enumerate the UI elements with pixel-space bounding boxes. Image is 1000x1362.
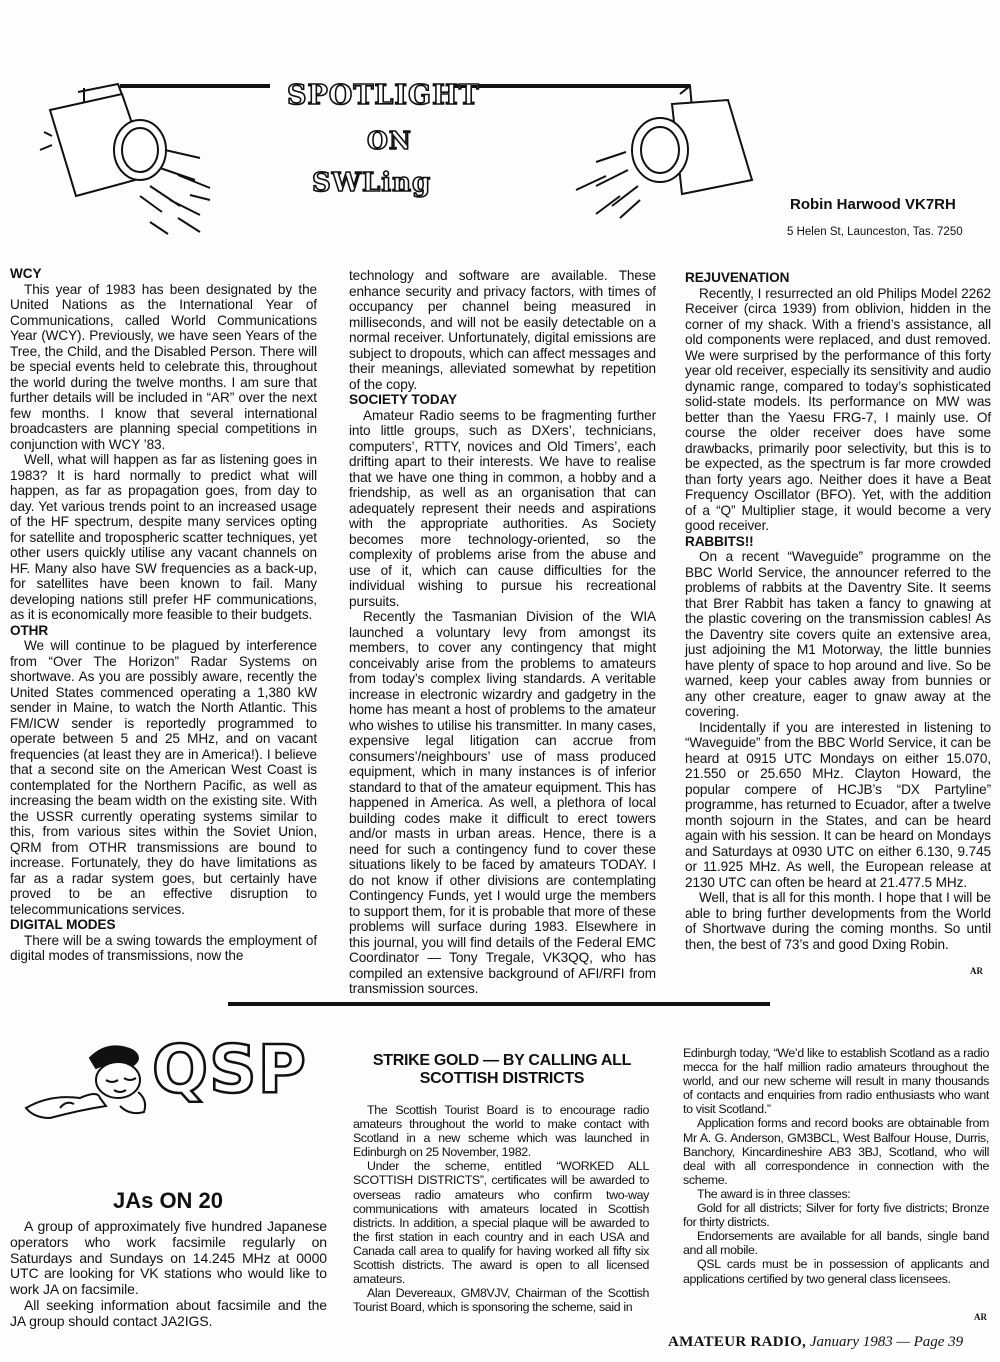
paragraph: Recently, I resurrected an old Philips Model 2262 Receiver (circa 1939) from oblivion, hidden in the corner of my shack. With a friend’s assistance, all old components were replaced, and dust removed. We were surprised by the performance of this forty year old receiver, especially its sensitivity and audio dynamic range, compared to today’s sophisticated solid-state models. Its performance on MW was better than the Yaesu FRG-7, I mainly use. Of course the older receiver does have some drawbacks, primarily poor selectivity, but this is to be expected, as the spectrum is far more crowded than forty years ago. Neither does it have a Beat Frequency Oscillator (BFO). Yet, with the addition of a “Q” Multiplier stage, it would become a very good receiver. <box>685 285 991 533</box>
footer-issue: January 1983 — Page 39 <box>809 1334 964 1350</box>
article-column-2 <box>349 268 656 997</box>
qsp-logo: QSP <box>152 1031 308 1108</box>
paragraph: Well, what will happen as far as listening goes in 1983? It is hard normally to predict what will happen, as far as propagation goes, from day to day. Yet various trends point to an increased usage of the HF spectrum, despite many services opting for satellite and tropospheric scatter techniques, yet other users quickly utilise any vacant channels on HF. Many also have SW frequencies as a back-up, for satellites have been known to fail. Many developing nations still prefer HF communications, as it is economically more feasible to their budgets. <box>10 452 317 622</box>
paragraph: Incidentally if you are interested in listening to “Waveguide” from the BBC World Service, it can be heard at 0915 UTC Mondays on either 15.070, 21.550 or 25.650 MHz. Clayton Howard, the popular compere of HCJB’s “DX Partyline” programme, has returned to Ecuador, after a twelve month sojourn in the States, and can be heard again with his session. It can be heard on Mondays and Saturdays at 0930 UTC on either 6.130, 9.745 or 11.925 MHz. As well, the European release at 2130 UTC can often be heard at 21.477.5 MHz. <box>685 719 991 890</box>
left-spotlight-icon <box>40 84 210 234</box>
paragraph: A group of approximately five hundred Japanese operators who work facsimile regularly on Saturdays and Sundays on 14.245 MHz at 0000 UTC are looking for VK stations who would like to work JA on facsimile. <box>10 1218 327 1298</box>
section-heading-rabbits: RABBITS!! <box>685 533 754 549</box>
spotlight-title: SPOTLIGHT <box>287 80 480 111</box>
section-heading-rejuvenation: REJUVENATION <box>685 270 790 285</box>
page-footer <box>668 1334 963 1351</box>
section-heading-othr: OTHR <box>10 622 49 638</box>
paragraph: We will continue to be plagued by interference from “Over The Horizon” Radar Systems on shortwave. As you are possibly aware, recently the United States commenced operating a 1,380 kW sender in Maine, to watch the North Atlantic. This FM/ICW sender is reportedly programmed to operate between 5 and 25 MHz, and on vacant frequencies (at least they are in America!). I believe that a second site on the American West Coast is contemplated for the Northern Pacific, as well as increasing the beam width on the existing site. With the USSR currently operating systems similar to this, from various sites within the Soviet Union, QRM from OTHR transmissions are bound to increase. Fortunately, they do have limitations as far as a radar system goes, but certainly have proved to be an effective disruption to telecommunications services. <box>10 638 317 917</box>
paragraph: On a recent “Waveguide” programme on the BBC World Service, the announcer referred to the problems of rabbits at the Daventry Site. It seems that Brer Rabbit has taken a fancy to gnawing at the plastic covering on the transmission cables! As the Daventry site covers quite an extensive area, just adjoining the M1 Motorway, the little bunnies have plenty of space to hop around and live. So be warned, keep your cables away from bunnies or any other creature, eager to gnaw away at the covering. <box>685 549 991 719</box>
strike-gold-column-1 <box>353 1103 649 1314</box>
paragraph: Under the scheme, entitled “WORKED ALL SCOTTISH DISTRICTS”, certificates will be awarded to overseas radio amateurs who confirm two-way communications with amateurs located in Scottish districts. In addition, a special plaque will be awarded to the first station in each country and in each USA and Canada call area to qualify for having worked all fifty six Scottish districts. The award is open to all licensed amateurs. <box>353 1159 649 1287</box>
paragraph: Recently the Tasmanian Division of the WIA launched a voluntary levy from amongst its members, to cover any contingency that might conceivably arise from the problems to amateurs from today’s complex living standards. A veritable increase in electronic wizardry and gadgetry in the home has meant a host of problems to the amateur who wishes to utilise his transmitter. In many cases, expensive legal litigation can accrue from consumers’/neighbours’ use of mass produced equipment, which in many instances is of inferior standard to that of the amateur equipment. This has happened in America. As well, a plethora of local building codes make it difficult to erect towers and/or masts in urban areas. Hence, there is a need for such a contingency fund to cover these situations likely to be faced by amateurs TODAY. I do not know if other divisions are contemplating Contingency Funds, yet I would urge the members to support them, for it is probable that more of these problems will surface during 1983. Elsewhere in this journal, you will find details of the Federal EMC Coordinator — Tony Tregale, VK3QQ, who has compiled an extensive background of AFI/RFI from transmission sources. <box>349 609 656 996</box>
paragraph: This year of 1983 has been designated by the United Nations as the International Year of Communications, called World Communications Year (WCY). Previously, we have seen Years of the Tree, the Child, and the Disabled Person. There will be special events held to celebrate this, throughout the world during the twelve months. I am sure that further details will be included in “AR” over the next few months. I know that several international broadcasters are planning special competitions in conjunction with WCY ’83. <box>10 281 317 452</box>
paragraph: Endorsements are available for all bands, single band and all mobile. <box>683 1229 989 1258</box>
paragraph: All seeking information about facsimile and the JA group should contact JA2IGS. <box>10 1296 327 1329</box>
paragraph: Gold for all districts; Silver for forty five districts; Bronze for thirty districts. <box>683 1201 989 1230</box>
paragraph: Alan Devereaux, GM8VJV, Chairman of the Scottish Tourist Board, which is sponsoring the scheme, said in <box>353 1286 649 1315</box>
paragraph: The award is in three classes: <box>697 1186 851 1201</box>
author-byline: Robin Harwood VK7RH <box>790 196 956 213</box>
footer-magazine: AMATEUR RADIO, <box>668 1334 807 1350</box>
swling-title: SWLing <box>312 168 432 198</box>
strike-gold-headline: STRIKE GOLD — BY CALLING ALL SCOTTISH DISTRICTS <box>372 1052 632 1087</box>
jas-on-20-headline: JAs ON 20 <box>112 1188 224 1213</box>
paragraph: QSL cards must be in possession of applicants and applications certified by two general class licensees. <box>683 1257 989 1286</box>
on-title: ON <box>367 126 412 155</box>
section-heading-society-today: SOCIETY TODAY <box>349 392 457 407</box>
jas-on-20-body <box>10 1219 327 1330</box>
right-spotlight-icon <box>576 86 752 218</box>
strike-gold-end-mark: AR <box>974 1312 987 1322</box>
paragraph: Amateur Radio seems to be fragmenting further into little groups, such as DXers’, technicians, computers’, RTTY, novices and Old Timers’, each drifting apart to their interests. We have to realise that we have one thing in common, a hobby and a friendship, as well as an organisation that can adequately represent their needs and aspirations with the appropriate authorities. As Society becomes more technology-oriented, so the complexity of problems arise from the abuse and use of it, which can cause difficulties for the individual wishing to pursue his recreational pursuits. <box>349 407 656 609</box>
section-heading-digital-modes: DIGITAL MODES <box>10 917 116 932</box>
section-heading-wcy: WCY <box>10 266 42 281</box>
article-column-1 <box>10 266 317 964</box>
paragraph: technology and software are available. These enhance security and privacy factors, with times of occupancy per channel being measured in milliseconds, and will not be easily detectable on a normal receiver. Unfortunately, digital emissions are subject to dropouts, which can affect messages and their meanings, alleviated somewhat by repetition of the copy. <box>349 268 656 392</box>
article-end-mark: AR <box>970 966 983 976</box>
qsp-mascot-icon <box>20 1036 160 1126</box>
author-address: 5 Helen St, Launceston, Tas. 7250 <box>787 226 963 238</box>
article-column-3 <box>685 270 991 952</box>
paragraph: Edinburgh today, “We’d like to establish Scotland as a radio mecca for the half million radio amateurs throughout the world, and our new scheme will result in many thousands of contacts and enquiries from radio enthusiasts who want to visit Scotland.” <box>683 1046 989 1117</box>
section-divider <box>228 1002 770 1006</box>
paragraph: Well, that is all for this month. I hope that I will be able to bring further developments from the World of Shortwave during the coming months. So until then, the best of 73’s and good Dxing Robin. <box>685 890 991 952</box>
strike-gold-column-2 <box>683 1046 989 1286</box>
paragraph: There will be a swing towards the employment of digital modes of transmissions, now the <box>10 932 317 963</box>
paragraph: The Scottish Tourist Board is to encourage radio amateurs throughout the world to make contact with Scotland in a new scheme which was launched in Edinburgh on 25 November, 1982. <box>353 1103 649 1160</box>
paragraph: Application forms and record books are obtainable from Mr A. G. Anderson, GM3BCL, West Balfour House, Durris, Banchory, Kincardineshire AB3 3BJ, Scotland, who will deal with all correspondence in connection with the scheme. <box>683 1116 989 1187</box>
